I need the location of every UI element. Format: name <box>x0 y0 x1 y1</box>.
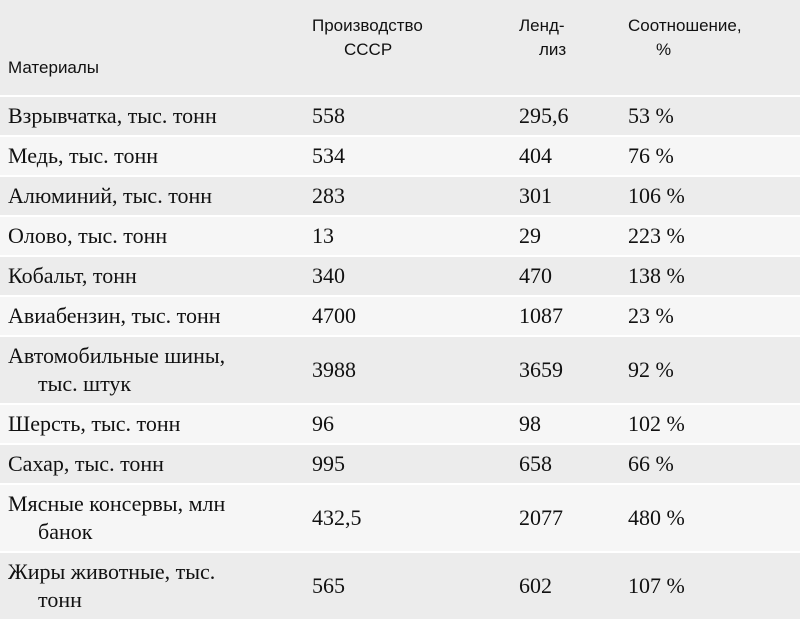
cell-lendlease: 658 <box>511 444 620 484</box>
cell-production: 565 <box>304 552 511 619</box>
cell-material <box>0 484 304 552</box>
material-label: Алюминий, тыс. тонн <box>8 183 213 208</box>
cell-lendlease: 295,6 <box>511 96 620 136</box>
cell-ratio: 106 % <box>620 176 800 216</box>
cell-production: 283 <box>304 176 511 216</box>
cell-lendlease: 98 <box>511 404 620 444</box>
cell-production: 13 <box>304 216 511 256</box>
material-label-continued: тыс. штук <box>38 371 132 396</box>
table-row <box>0 444 800 484</box>
cell-production: 534 <box>304 136 511 176</box>
table-row <box>0 296 800 336</box>
header-ratio-line1: Соотношение, <box>628 16 742 35</box>
cell-ratio: 138 % <box>620 256 800 296</box>
material-label: Авиабензин, тыс. тонн <box>8 303 221 328</box>
cell-production: 995 <box>304 444 511 484</box>
cell-production: 558 <box>304 96 511 136</box>
cell-lendlease: 29 <box>511 216 620 256</box>
cell-ratio: 102 % <box>620 404 800 444</box>
cell-material <box>0 336 304 404</box>
material-label: Шерсть, тыс. тонн <box>8 411 181 436</box>
cell-ratio: 92 % <box>620 336 800 404</box>
cell-material <box>0 256 304 296</box>
material-label: Мясные консервы, млн <box>8 491 226 516</box>
cell-production: 96 <box>304 404 511 444</box>
material-label: Кобальт, тонн <box>8 263 137 288</box>
header-lendlease-line1: Ленд- <box>519 16 565 35</box>
cell-ratio: 223 % <box>620 216 800 256</box>
cell-ratio: 107 % <box>620 552 800 619</box>
material-label: Автомобильные шины, <box>8 343 226 368</box>
cell-production: 340 <box>304 256 511 296</box>
cell-lendlease: 2077 <box>511 484 620 552</box>
table-row <box>0 216 800 256</box>
cell-lendlease: 404 <box>511 136 620 176</box>
header-lendlease <box>511 0 620 96</box>
material-label: Взрывчатка, тыс. тонн <box>8 103 217 128</box>
header-lendlease-line2: лиз <box>539 40 567 59</box>
header-materials: Материалы <box>0 0 304 96</box>
cell-material <box>0 444 304 484</box>
table-row <box>0 176 800 216</box>
cell-lendlease: 1087 <box>511 296 620 336</box>
cell-material <box>0 216 304 256</box>
cell-material <box>0 136 304 176</box>
table-header-row <box>0 0 800 96</box>
cell-lendlease: 3659 <box>511 336 620 404</box>
cell-material <box>0 176 304 216</box>
material-label: Сахар, тыс. тонн <box>8 451 164 476</box>
cell-material <box>0 96 304 136</box>
table-row <box>0 336 800 404</box>
cell-ratio: 480 % <box>620 484 800 552</box>
cell-material <box>0 552 304 619</box>
cell-material <box>0 296 304 336</box>
table-body <box>0 96 800 619</box>
cell-ratio: 76 % <box>620 136 800 176</box>
cell-ratio: 53 % <box>620 96 800 136</box>
table-row <box>0 552 800 619</box>
material-label: Жиры животные, тыс. <box>8 559 216 584</box>
cell-ratio: 23 % <box>620 296 800 336</box>
table-row <box>0 136 800 176</box>
material-label: Олово, тыс. тонн <box>8 223 168 248</box>
cell-material <box>0 404 304 444</box>
table-row <box>0 96 800 136</box>
cell-lendlease: 470 <box>511 256 620 296</box>
cell-lendlease: 301 <box>511 176 620 216</box>
material-label-continued: тонн <box>38 587 82 612</box>
header-ratio <box>620 0 800 96</box>
table-row <box>0 404 800 444</box>
header-ratio-line2: % <box>656 40 672 59</box>
cell-production: 4700 <box>304 296 511 336</box>
material-label: Медь, тыс. тонн <box>8 143 159 168</box>
header-production-line1: Производство <box>312 16 423 35</box>
cell-production: 3988 <box>304 336 511 404</box>
cell-lendlease: 602 <box>511 552 620 619</box>
header-production <box>304 0 511 96</box>
header-production-line2: СССР <box>344 40 393 59</box>
table-row <box>0 256 800 296</box>
material-label-continued: банок <box>38 519 93 544</box>
table-row <box>0 484 800 552</box>
cell-ratio: 66 % <box>620 444 800 484</box>
cell-production: 432,5 <box>304 484 511 552</box>
